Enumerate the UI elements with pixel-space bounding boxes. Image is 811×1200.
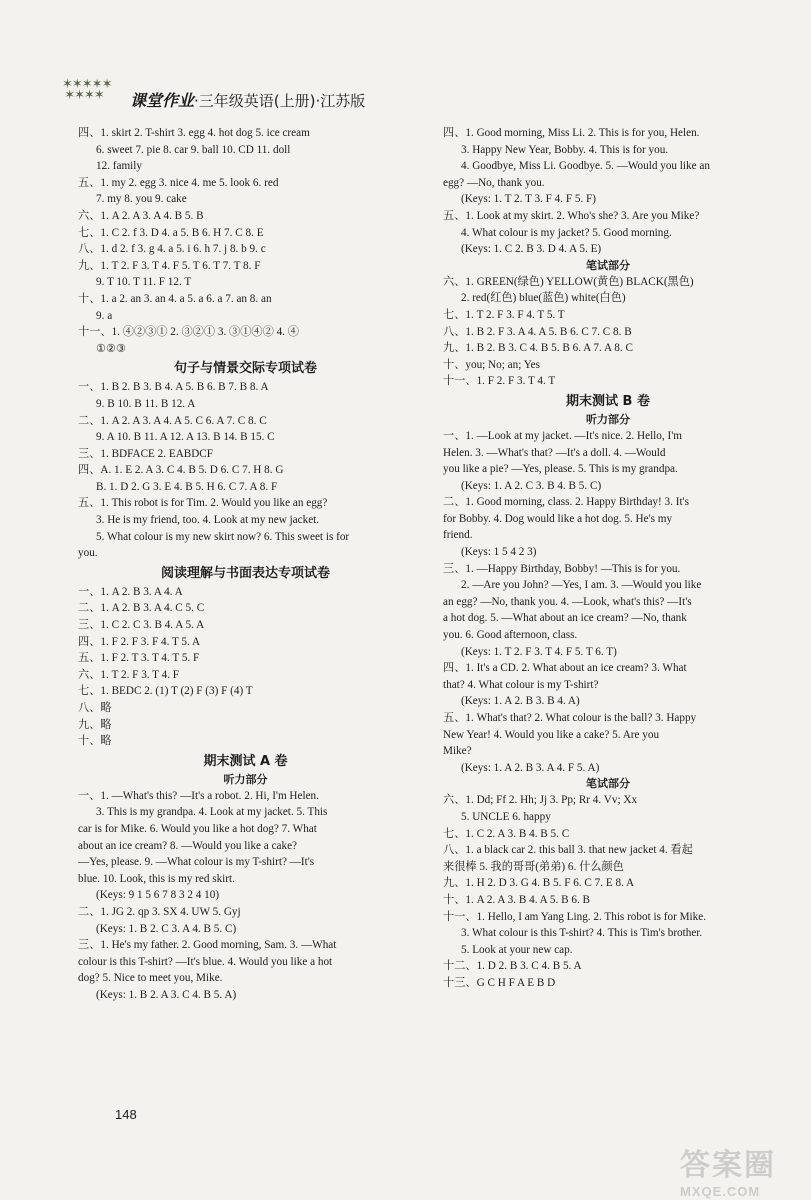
answer-line: (Keys: 9 1 5 6 7 8 3 2 4 10): [96, 889, 220, 902]
answer-line: 十、you; No; an; Yes: [443, 358, 540, 371]
right-column: [443, 125, 773, 992]
answer-line: 一、1. B 2. B 3. B 4. A 5. B 6. B 7. B 8. A: [78, 381, 269, 394]
answer-line: 十、1. a 2. an 3. an 4. a 5. a 6. a 7. an 8. an: [78, 292, 272, 305]
answer-line: 八、1. B 2. F 3. A 4. A 5. B 6. C 7. C 8. B: [443, 325, 632, 338]
answer-line: blue. 10. Look, this is my red skirt.: [78, 872, 235, 885]
answer-line: 六、1. GREEN(绿色) YELLOW(黄色) BLACK(黑色): [443, 275, 694, 288]
answer-line: you.: [78, 547, 98, 560]
section-subtitle: 笔试部分: [586, 777, 630, 791]
answer-line: (Keys: 1. A 2. B 3. B 4. A): [461, 695, 580, 708]
answer-line: 5. What colour is my new skirt now? 6. This sweet is for: [96, 530, 350, 543]
answer-line: 7. my 8. you 9. cake: [96, 193, 187, 206]
answer-line: 九、略: [78, 718, 112, 731]
section-subtitle: 笔试部分: [586, 258, 630, 272]
answer-line: (Keys: 1. B 2. C 3. A 4. B 5. C): [96, 922, 237, 935]
answer-line: 一、1. —Look at my jacket. —It's nice. 2. Hello, I'm: [443, 429, 682, 442]
answer-line: 二、1. JG 2. qp 3. SX 4. UW 5. Gyj: [78, 905, 241, 918]
answer-line: 三、1. He's my father. 2. Good morning, Sam. 3. —What: [78, 939, 337, 952]
answer-line: 5. UNCLE 6. happy: [461, 810, 551, 823]
answer-line: you like a pie? —Yes, please. 5. This is my grandpa.: [443, 463, 678, 476]
answer-line: an egg? —No, thank you. 4. —Look, what's this? —It's: [443, 595, 692, 608]
answer-line: 四、1. skirt 2. T-shirt 3. egg 4. hot dog 5. ice cream: [78, 127, 310, 139]
answer-line: 9. B 10. B 11. B 12. A: [96, 397, 196, 410]
answer-line: 四、1. Good morning, Miss Li. 2. This is for you, Helen.: [443, 127, 700, 139]
answer-line: 四、1. F 2. F 3. F 4. T 5. A: [78, 635, 201, 648]
answer-line: 4. Goodbye, Miss Li. Goodbye. 5. —Would you like an: [461, 160, 710, 173]
answer-line: 六、1. A 2. A 3. A 4. B 5. B: [78, 209, 204, 222]
answer-line: egg? —No, thank you.: [443, 176, 545, 189]
answer-line: 十三、G C H F A E B D: [443, 976, 556, 989]
answer-line: 3. What colour is this T-shirt? 4. This is Tim's brother.: [461, 927, 703, 940]
answer-line: 七、1. C 2. A 3. B 4. B 5. C: [443, 827, 570, 840]
answer-line: 来很棒 5. 我的哥哥(弟弟) 6. 什么颜色: [443, 860, 624, 873]
answer-line: for Bobby. 4. Dog would like a hot dog. 5. He's my: [443, 512, 673, 525]
answer-line: Mike?: [443, 745, 472, 758]
answer-line: 七、1. BEDC 2. (1) T (2) F (3) F (4) T: [78, 685, 253, 698]
answer-line: 五、1. F 2. T 3. T 4. T 5. F: [78, 652, 200, 665]
answer-line: 五、1. This robot is for Tim. 2. Would you like an egg?: [78, 497, 328, 510]
answer-line: 3. This is my grandpa. 4. Look at my jacket. 5. This: [96, 806, 328, 819]
page-number: 148: [115, 1107, 137, 1122]
answer-line: Helen. 3. —What's that? —It's a doll. 4. —Would: [443, 446, 666, 459]
watermark-text: 答案圈: [680, 1148, 776, 1183]
answer-line: 六、1. Dd; Ff 2. Hh; Jj 3. Pp; Rr 4. Vv; Xx: [443, 794, 638, 807]
answer-line: car is for Mike. 6. Would you like a hot dog? 7. What: [78, 822, 317, 835]
answer-line: 七、1. T 2. F 3. F 4. T 5. T: [443, 308, 565, 321]
answer-line: ①②③: [96, 342, 127, 355]
left-column: [78, 125, 413, 1004]
answer-line: 9. A 10. B 11. A 12. A 13. B 14. B 15. C: [96, 431, 275, 444]
answer-line: (Keys: 1. A 2. B 3. A 4. F 5. A): [461, 761, 600, 774]
answer-line: 六、1. T 2. F 3. T 4. F: [78, 668, 180, 681]
answer-line: —Yes, please. 9. —What colour is my T-shirt? —It's: [78, 856, 315, 869]
answer-line: 二、1. Good morning, class. 2. Happy Birthday! 3. It's: [443, 496, 689, 509]
answer-line: 十一、1. F 2. F 3. T 4. T: [443, 375, 556, 388]
section-title: 期末测试 B 卷: [566, 393, 650, 409]
answer-line: 4. What colour is my jacket? 5. Good morning.: [461, 226, 672, 239]
answer-line: 3. Happy New Year, Bobby. 4. This is for you.: [461, 143, 669, 156]
answer-line: a hot dog. 5. —What about an ice cream? —No, thank: [443, 612, 687, 625]
answer-line: 2. —Are you John? —Yes, I am. 3. —Would you like: [461, 579, 702, 592]
answer-line: (Keys: 1. T 2. T 3. F 4. F 5. F): [461, 193, 596, 206]
answer-line: 八、1. d 2. f 3. g 4. a 5. i 6. h 7. j 8. b 9. c: [78, 243, 266, 256]
answer-line: 三、1. C 2. C 3. B 4. A 5. A: [78, 619, 205, 632]
answer-line: that? 4. What colour is my T-shirt?: [443, 678, 599, 691]
answer-line: 十一、1. Hello, I am Yang Ling. 2. This robot is for Mike.: [443, 910, 706, 923]
answer-line: 五、1. What's that? 2. What colour is the ball? 3. Happy: [443, 712, 697, 724]
answer-line: (Keys: 1 5 4 2 3): [461, 546, 537, 559]
answer-line: (Keys: 1. A 2. C 3. B 4. B 5. C): [461, 479, 602, 492]
answer-line: friend.: [443, 529, 473, 542]
answer-line: 七、1. C 2. f 3. D 4. a 5. B 6. H 7. C 8. E: [78, 226, 264, 239]
answer-line: about an ice cream? 8. —Would you like a cake?: [78, 839, 298, 852]
answer-line: 五、1. Look at my skirt. 2. Who's she? 3. Are you Mike?: [443, 209, 700, 222]
answer-line: (Keys: 1. C 2. B 3. D 4. A 5. E): [461, 243, 602, 256]
answer-line: 二、1. A 2. A 3. A 4. A 5. C 6. A 7. C 8. C: [78, 414, 267, 427]
answer-line: 四、1. It's a CD. 2. What about an ice cream? 3. What: [443, 662, 687, 675]
answer-line: dog? 5. Nice to meet you, Mike.: [78, 972, 223, 985]
stars-decoration-icon: ✶✶✶✶✶ ✶✶✶✶: [62, 76, 112, 102]
answer-line: 八、略: [78, 702, 112, 714]
watermark: [680, 1140, 805, 1199]
answer-line: New Year! 4. Would you like a cake? 5. Are you: [443, 728, 660, 741]
answer-line: 2. red(红色) blue(蓝色) white(白色): [461, 292, 626, 305]
answer-line: (Keys: 1. B 2. A 3. C 4. B 5. A): [96, 988, 237, 1001]
answer-line: 三、1. BDFACE 2. EABDCF: [78, 447, 213, 460]
answer-line: 6. sweet 7. pie 8. car 9. ball 10. CD 11. doll: [96, 143, 291, 156]
answer-line: 十、略: [78, 735, 112, 748]
watermark-url: MXQE.COM: [680, 1184, 761, 1199]
answer-line: 9. a: [96, 309, 113, 322]
answer-line: 九、1. H 2. D 3. G 4. B 5. F 6. C 7. E 8. A: [443, 877, 635, 890]
header-title-sub: ·三年级英语(上册)·江苏版: [194, 92, 366, 110]
answer-line: 一、1. —What's this? —It's a robot. 2. Hi, I'm Helen.: [78, 789, 319, 802]
answer-line: 八、1. a black car 2. this ball 3. that new jacket 4. 看起: [443, 844, 693, 857]
answer-line: colour is this T-shirt? —It's blue. 4. Would you like a hot: [78, 955, 333, 968]
answer-line: you. 6. Good afternoon, class.: [443, 629, 578, 642]
answer-line: 3. He is my friend, too. 4. Look at my new jacket.: [96, 514, 320, 527]
section-title: 句子与情景交际专项试卷: [173, 361, 317, 377]
answer-line: (Keys: 1. T 2. F 3. T 4. F 5. T 6. T): [461, 645, 617, 658]
page-header: [62, 78, 402, 114]
answer-line: 9. T 10. T 11. F 12. T: [96, 276, 192, 289]
header-title-main: 课堂作业: [130, 91, 195, 110]
answer-line: 二、1. A 2. B 3. A 4. C 5. C: [78, 602, 205, 615]
answer-line: 九、1. B 2. B 3. C 4. B 5. B 6. A 7. A 8. C: [443, 342, 633, 355]
answer-line: B. 1. D 2. G 3. E 4. B 5. H 6. C 7. A 8. F: [96, 480, 278, 493]
section-title: 阅读理解与书面表达专项试卷: [160, 565, 330, 581]
answer-line: 十二、1. D 2. B 3. C 4. B 5. A: [443, 960, 582, 973]
section-title: 期末测试 A 卷: [203, 753, 288, 769]
answer-line: 三、1. —Happy Birthday, Bobby! —This is for you.: [443, 562, 681, 575]
answer-line: 5. Look at your new cap.: [461, 943, 573, 956]
answer-line: 五、1. my 2. egg 3. nice 4. me 5. look 6. red: [78, 176, 279, 189]
answer-line: 一、1. A 2. B 3. A 4. A: [78, 585, 183, 598]
section-subtitle: 听力部分: [586, 412, 630, 426]
answer-line: 十一、1. ④②③① 2. ③②① 3. ③①④② 4. ④: [78, 326, 299, 339]
answer-line: 十、1. A 2. A 3. B 4. A 5. B 6. B: [443, 893, 591, 906]
answer-line: 九、1. T 2. F 3. T 4. F 5. T 6. T 7. T 8. F: [78, 259, 261, 272]
answer-line: 12. family: [96, 160, 142, 173]
answer-line: 四、A. 1. E 2. A 3. C 4. B 5. D 6. C 7. H 8. G: [78, 464, 284, 477]
section-subtitle: 听力部分: [223, 772, 268, 786]
header-title: [130, 88, 365, 111]
